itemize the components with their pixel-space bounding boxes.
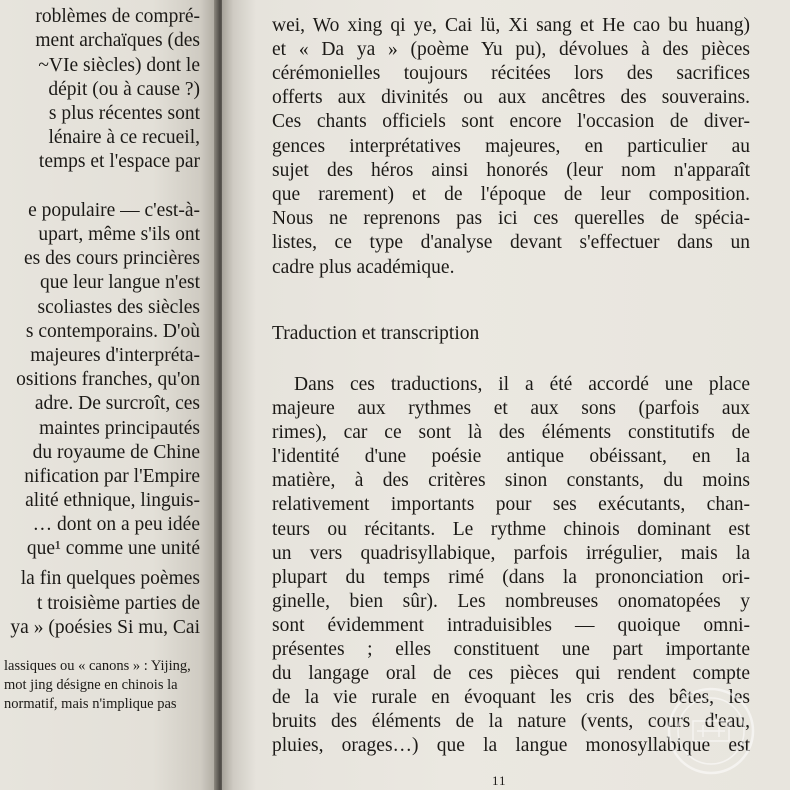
p2-line-3: rimes), car ce sont là des éléments constitutifs de	[272, 422, 750, 443]
left-line-16: adre. De surcroît, ces	[34, 393, 200, 414]
left-line-13: s contemporains. D'où	[25, 321, 200, 342]
left-line-10: es des cours princières	[24, 248, 200, 269]
p1-line-4: offerts aux divinités ou aux ancêtres des souverains.	[272, 87, 750, 108]
left-page	[0, 0, 218, 790]
footnote-line-1: lassiques ou « canons » : Yijing,	[4, 658, 191, 674]
p2-line-1: Dans ces traductions, il a été accordé une place	[294, 374, 750, 395]
p1-line-3: cérémonielles toujours récitées lors des sacrifices	[272, 63, 750, 84]
p2-line-5: matière, à des critères sinon constants, du moins	[272, 470, 750, 491]
left-line-8: e populaire — c'est-à-	[28, 200, 200, 221]
left-line-4: dépit (ou à cause ?)	[48, 79, 200, 100]
left-line-14: majeures d'interpréta-	[30, 345, 200, 366]
p2-line-7: teurs ou récitants. Le rythme chinois dominant est	[272, 519, 750, 540]
footnote-line-3: normatif, mais n'implique pas	[4, 696, 177, 712]
p2-line-6: relativement importants pour ses exécutants, chan-	[272, 494, 750, 515]
left-line-24: t troisième parties de	[37, 593, 200, 614]
p2-line-11: sont évidemment intraduisibles — quoique omni-	[272, 615, 750, 636]
left-line-1: roblèmes de compré-	[35, 6, 200, 27]
p1-line-7: sujet des héros ainsi honorés (leur nom n'apparaît	[272, 160, 750, 181]
right-page	[222, 0, 790, 790]
left-line-12: scoliastes des siècles	[37, 297, 200, 318]
p2-line-2: majeure aux rythmes et aux sons (parfois aux	[272, 398, 750, 419]
p2-line-15: bruits des éléments de la nature (vents, cours d'eau,	[272, 711, 750, 732]
left-line-21: … dont on a peu idée	[32, 514, 200, 535]
left-line-9: upart, même s'ils ont	[38, 224, 200, 245]
p2-line-10: ginelle, bien sûr). Les nombreuses onomatopées y	[272, 591, 750, 612]
p1-line-5: Ces chants officiels sont encore l'occasion de diver-	[272, 111, 750, 132]
page-number: 11	[492, 773, 507, 788]
left-line-17: maintes principautés	[39, 418, 200, 439]
p2-line-4: l'identité d'une poésie antique obéissant, en la	[272, 446, 750, 467]
left-line-23: la fin quelques poèmes	[20, 568, 200, 589]
section-heading: Traduction et transcription	[272, 323, 480, 344]
p2-line-8: un vers quadrisyllabique, parfois irrégulier, mais la	[272, 543, 750, 564]
left-line-5: s plus récentes sont	[48, 103, 200, 124]
p1-line-11: cadre plus académique.	[272, 257, 455, 278]
p2-line-12: présentes ; elles constituent une part importante	[272, 639, 750, 660]
left-line-6: lénaire à ce recueil,	[48, 127, 200, 148]
left-line-7: temps et l'espace par	[38, 151, 200, 172]
left-line-18: du royaume de Chine	[32, 442, 200, 463]
p2-line-16: pluies, orages…) que la langue monosyllabique est	[272, 735, 750, 756]
p1-line-2: et « Da ya » (poème Yu pu), dévolues à des pièces	[272, 39, 750, 60]
left-line-3: ~VIe siècles) dont le	[38, 55, 200, 76]
p2-line-13: du langage oral de ces pièces qui rendent compte	[272, 663, 750, 684]
p2-line-9: plupart du temps rimé (dans la prononciation ori-	[272, 567, 750, 588]
p2-line-14: de la vie rurale en évoquant les cris des bêtes, les	[272, 687, 750, 708]
p1-line-8: que rarement) et de l'époque de leur composition.	[272, 184, 750, 205]
left-line-15: ositions franches, qu'on	[16, 369, 200, 390]
p1-line-6: gences interprétatives majeures, en particulier au	[272, 136, 750, 157]
left-line-2: ment archaïques (des	[35, 30, 200, 51]
left-line-25: ya » (poésies Si mu, Cai	[10, 617, 200, 638]
footnote-line-2: mot jing désigne en chinois la	[4, 677, 178, 693]
left-line-19: nification par l'Empire	[24, 466, 200, 487]
p1-line-10: listes, ce type d'analyse devant s'effectuer dans un	[272, 232, 750, 253]
left-line-20: alité ethnique, linguis-	[25, 490, 200, 511]
left-line-11: que leur langue n'est	[40, 272, 200, 293]
watermark-stamp-icon	[665, 685, 757, 777]
p1-line-1: wei, Wo xing qi ye, Cai lü, Xi sang et He cao bu huang)	[272, 15, 750, 36]
p1-line-9: Nous ne reprenons pas ici ces querelles de spécia-	[272, 208, 750, 229]
left-line-22: que¹ comme une unité	[26, 538, 200, 559]
